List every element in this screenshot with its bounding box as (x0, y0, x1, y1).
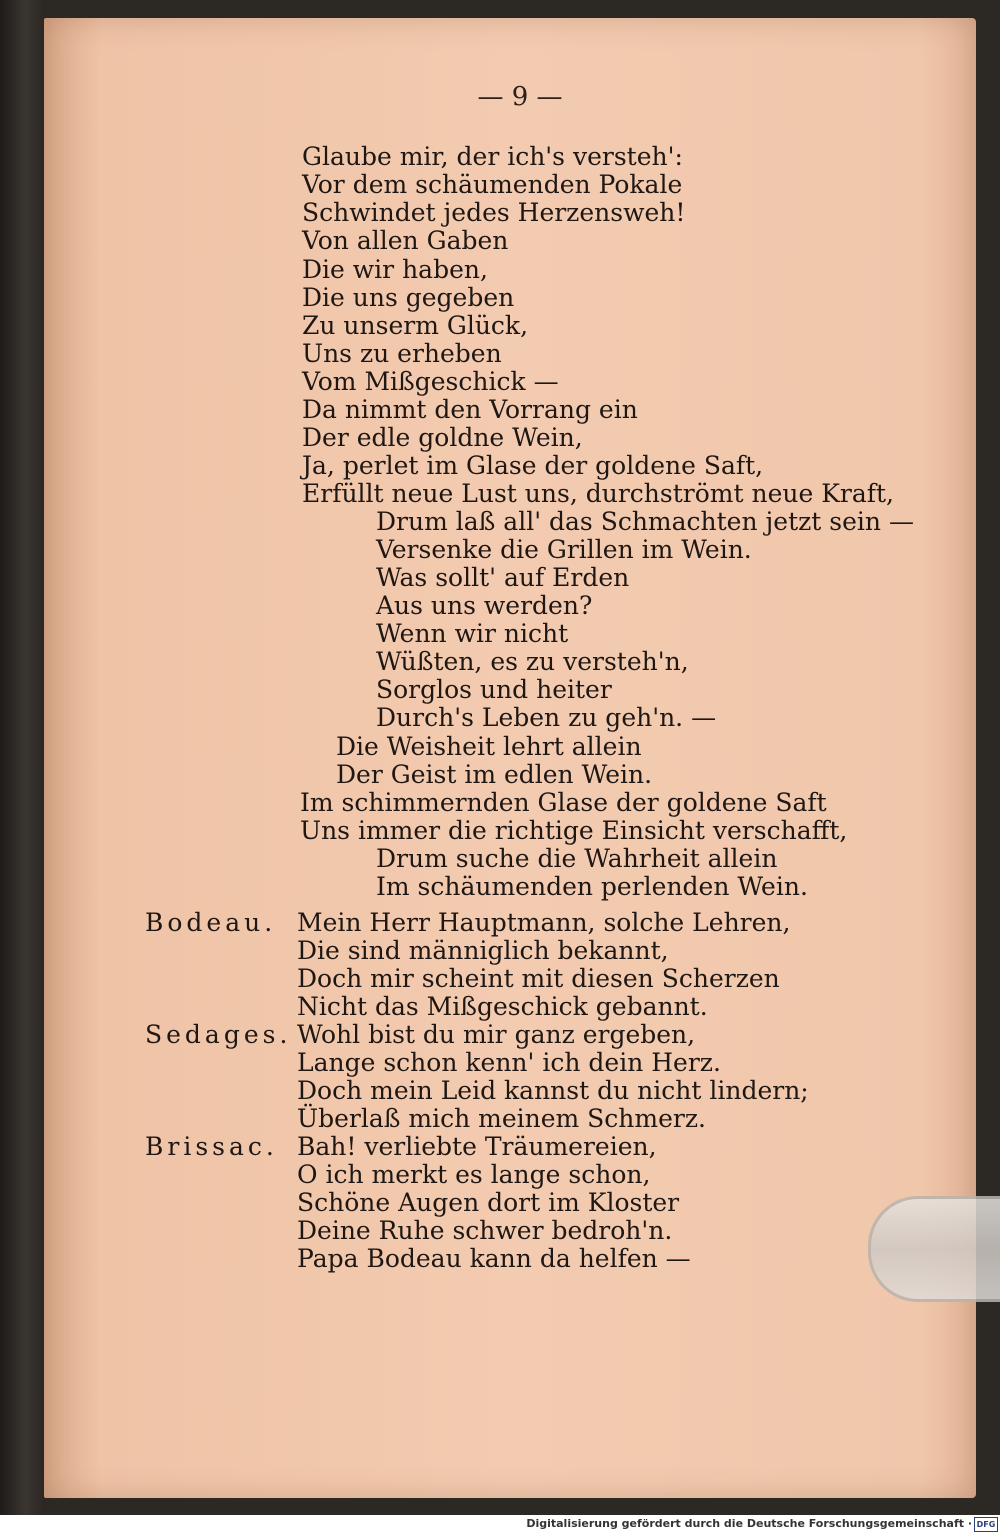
verse-line: Die uns gegeben (302, 283, 515, 312)
verse-line: Doch mir scheint mit diesen Scherzen (297, 964, 780, 993)
verse-line: Versenke die Grillen im Wein. (376, 535, 752, 564)
verse-line: Uns zu erheben (302, 339, 502, 368)
verse-line: Von allen Gaben (302, 226, 509, 255)
verse-line: Glaube mir, der ich's versteh': (302, 142, 683, 171)
book-cover-edge (0, 0, 46, 1515)
footer-credit-text: Digitalisierung gefördert durch die Deutsche Forschungsgemeinschaft · (526, 1517, 972, 1530)
digitization-footer (0, 1515, 1000, 1533)
verse-line: Drum suche die Wahrheit allein (376, 844, 778, 873)
verse-line: Deine Ruhe schwer bedroh'n. (297, 1216, 673, 1245)
verse-line: Der edle goldne Wein, (302, 423, 583, 452)
verse-line: Erfüllt neue Lust uns, durchströmt neue Kraft, (302, 479, 894, 508)
verse-line: Sorglos und heiter (376, 675, 612, 704)
speaker-name: Bodeau. (145, 908, 277, 937)
verse-line: Im schäumenden perlenden Wein. (376, 872, 808, 901)
verse-line: Die sind männiglich bekannt, (297, 936, 669, 965)
verse-line: Durch's Leben zu geh'n. — (376, 703, 717, 732)
verse-line: Aus uns werden? (376, 591, 593, 620)
verse-line: Doch mein Leid kannst du nicht lindern; (297, 1076, 809, 1105)
verse-line: Nicht das Mißgeschick gebannt. (297, 992, 708, 1021)
page-number: — 9 — (477, 82, 563, 112)
verse-line: Wenn wir nicht (376, 619, 569, 648)
verse-line: Im schimmernden Glase der goldene Saft (300, 788, 827, 817)
verse-line: Was sollt' auf Erden (376, 563, 630, 592)
verse-line: Bah! verliebte Träumereien, (297, 1132, 657, 1161)
verse-line: O ich merkt es lange schon, (297, 1160, 651, 1189)
verse-line: Die wir haben, (302, 255, 488, 284)
verse-line: Überlaß mich meinem Schmerz. (297, 1104, 706, 1133)
speaker-name: Brissac. (145, 1132, 278, 1161)
verse-line: Die Weisheit lehrt allein (336, 732, 642, 761)
verse-line: Drum laß all' das Schmachten jetzt sein — (376, 507, 914, 536)
verse-line: Wohl bist du mir ganz ergeben, (297, 1020, 696, 1049)
speaker-name: Sedages. (145, 1020, 292, 1049)
verse-line: Vor dem schäumenden Pokale (302, 170, 683, 199)
verse-line: Zu unserm Glück, (302, 311, 529, 340)
verse-line: Vom Mißgeschick — (302, 367, 559, 396)
dfg-logo: DFG (974, 1517, 998, 1532)
verse-line: Papa Bodeau kann da helfen — (297, 1244, 691, 1273)
verse-line: Uns immer die richtige Einsicht verschafft, (300, 816, 848, 845)
verse-line: Mein Herr Hauptmann, solche Lehren, (297, 908, 791, 937)
verse-line: Ja, perlet im Glase der goldene Saft, (302, 451, 764, 480)
verse-line: Da nimmt den Vorrang ein (302, 395, 638, 424)
verse-line: Der Geist im edlen Wein. (336, 760, 653, 789)
paper-clip (868, 1196, 1000, 1302)
verse-line: Lange schon kenn' ich dein Herz. (297, 1048, 721, 1077)
verse-line: Wüßten, es zu versteh'n, (376, 647, 689, 676)
verse-line: Schwindet jedes Herzensweh! (302, 198, 686, 227)
verse-line: Schöne Augen dort im Kloster (297, 1188, 680, 1217)
